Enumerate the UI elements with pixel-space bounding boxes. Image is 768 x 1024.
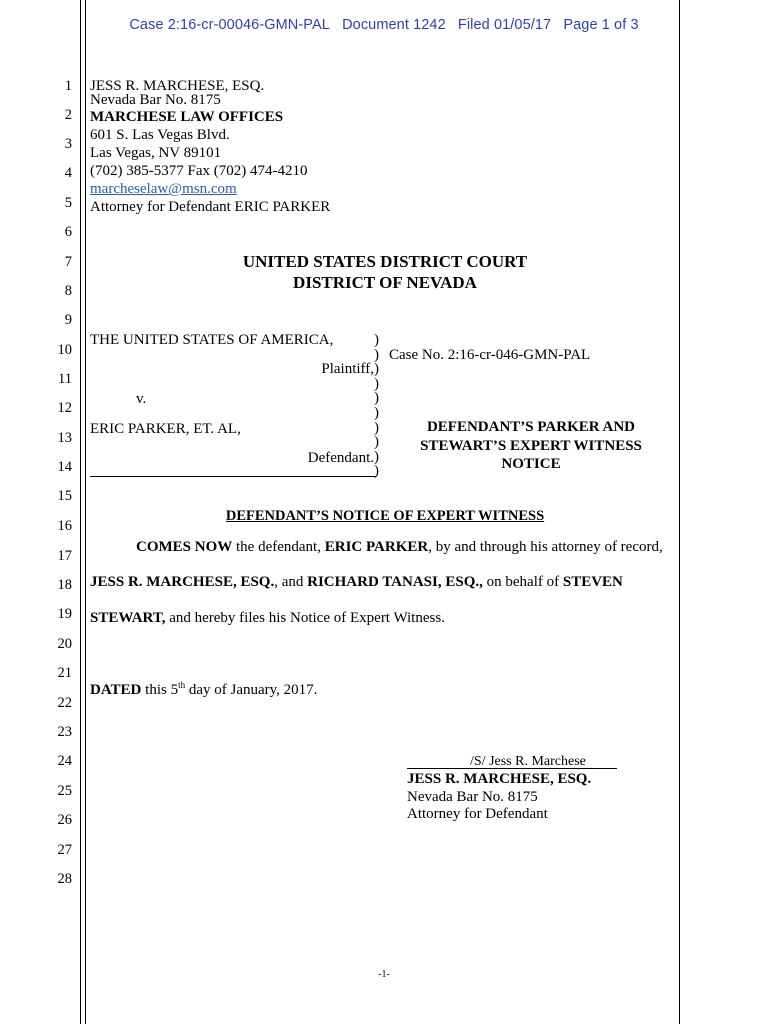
line-number: 3	[64, 136, 72, 152]
line-number: 22	[57, 695, 72, 711]
comes-now-text: COMES NOW	[136, 539, 233, 555]
court-district: DISTRICT OF NEVADA	[293, 273, 477, 292]
line-number: 26	[57, 812, 72, 828]
line-number: 20	[57, 636, 72, 652]
signer-role: Attorney for Defendant	[407, 806, 548, 822]
line-number: 5	[64, 195, 72, 211]
dated-ordinal: th	[178, 680, 186, 690]
line-number: 15	[57, 488, 72, 504]
line-number: 21	[57, 665, 72, 681]
caption-parentheses: ) ) ) ) ) ) ) ) ) )	[374, 332, 379, 480]
line-number: 9	[64, 312, 72, 328]
notice-heading-text: DEFENDANT’S NOTICE OF EXPERT WITNESS	[225, 508, 545, 524]
header-page-count: Page 1 of 3	[563, 17, 639, 33]
line-number: 24	[57, 753, 72, 769]
line-number: 23	[57, 724, 72, 740]
client-last-name-bold: STEWART,	[90, 610, 166, 626]
attorney-name-bold: JESS R. MARCHESE, ESQ.	[90, 574, 275, 590]
line-number: 6	[64, 224, 72, 240]
firm-phone-fax: (702) 385-5377 Fax (702) 474-4210	[90, 163, 308, 179]
body-text: the defendant,	[232, 539, 325, 555]
filing-header	[0, 17, 768, 33]
dated-text: this 5	[141, 682, 179, 698]
court-title: UNITED STATES DISTRICT COURT	[242, 252, 528, 271]
client-first-name-bold: STEVEN	[562, 574, 623, 590]
defendant-name-bold: ERIC PARKER	[324, 539, 429, 555]
header-case-number: Case 2:16-cr-00046-GMN-PAL	[129, 17, 330, 33]
document-title-line-2: STEWART’S EXPERT WITNESS	[420, 438, 642, 454]
body-text: and hereby files his Notice of Expert Witness.	[165, 610, 445, 626]
body-paragraph-line-1	[136, 539, 663, 556]
page-number: -1-	[378, 969, 390, 980]
plaintiff-name: THE UNITED STATES OF AMERICA,	[90, 332, 334, 348]
line-number: 13	[57, 430, 72, 446]
line-number: 10	[57, 342, 72, 358]
line-number: 17	[57, 548, 72, 564]
firm-address-line-2: Las Vegas, NV 89101	[90, 145, 222, 161]
defendant-label: Defendant.	[307, 450, 374, 466]
attorney-role: Attorney for Defendant ERIC PARKER	[90, 199, 331, 215]
line-number: 8	[64, 283, 72, 299]
versus-label: v.	[136, 391, 147, 407]
dated-label: DATED	[90, 682, 142, 698]
electronic-signature: /S/ Jess R. Marchese	[470, 754, 586, 769]
left-margin-rule-outer	[80, 0, 81, 1024]
header-document-number: Document 1242	[342, 17, 446, 33]
left-margin-rule-inner	[85, 0, 86, 1024]
line-number: 19	[57, 606, 72, 622]
attorney-email-link[interactable]: marcheselaw@msn.com	[90, 181, 237, 197]
dated-text: day of January, 2017.	[185, 682, 318, 698]
firm-address-line-1: 601 S. Las Vegas Blvd.	[90, 127, 230, 143]
header-filed-date: Filed 01/05/17	[457, 17, 552, 33]
co-counsel-name-bold: RICHARD TANASI, ESQ.,	[307, 574, 483, 590]
line-number: 7	[64, 254, 72, 270]
defendant-name: ERIC PARKER, ET. AL,	[90, 421, 241, 437]
caption-underline	[90, 476, 376, 477]
line-number: 28	[57, 871, 72, 887]
plaintiff-label: Plaintiff,	[321, 361, 374, 377]
line-number: 27	[57, 842, 72, 858]
line-number: 11	[58, 371, 72, 387]
signer-name: JESS R. MARCHESE, ESQ.	[407, 771, 592, 787]
line-number: 1	[64, 78, 72, 94]
attorney-bar-number: Nevada Bar No. 8175	[90, 92, 221, 108]
document-title-line-1: DEFENDANT’S PARKER AND	[426, 419, 636, 435]
line-number: 4	[64, 165, 72, 181]
line-number: 2	[64, 107, 72, 123]
line-number: 16	[57, 518, 72, 534]
line-number: 14	[57, 459, 72, 475]
attorney-name: JESS R. MARCHESE, ESQ.	[90, 78, 265, 94]
body-text: , by and through his attorney of record,	[428, 539, 663, 555]
law-firm-name: MARCHESE LAW OFFICES	[90, 109, 284, 125]
document-title-line-3: NOTICE	[501, 456, 561, 472]
body-text: , and	[274, 574, 308, 590]
line-number: 12	[57, 400, 72, 416]
notice-heading	[90, 508, 680, 525]
body-text: on behalf of	[482, 574, 563, 590]
body-paragraph-line-3	[90, 610, 445, 627]
line-number: 25	[57, 783, 72, 799]
signer-bar-number: Nevada Bar No. 8175	[407, 789, 538, 805]
dated-line	[90, 682, 317, 699]
line-number: 18	[57, 577, 72, 593]
case-number: Case No. 2:16-cr-046-GMN-PAL	[389, 347, 591, 363]
body-paragraph-line-2	[90, 574, 623, 591]
